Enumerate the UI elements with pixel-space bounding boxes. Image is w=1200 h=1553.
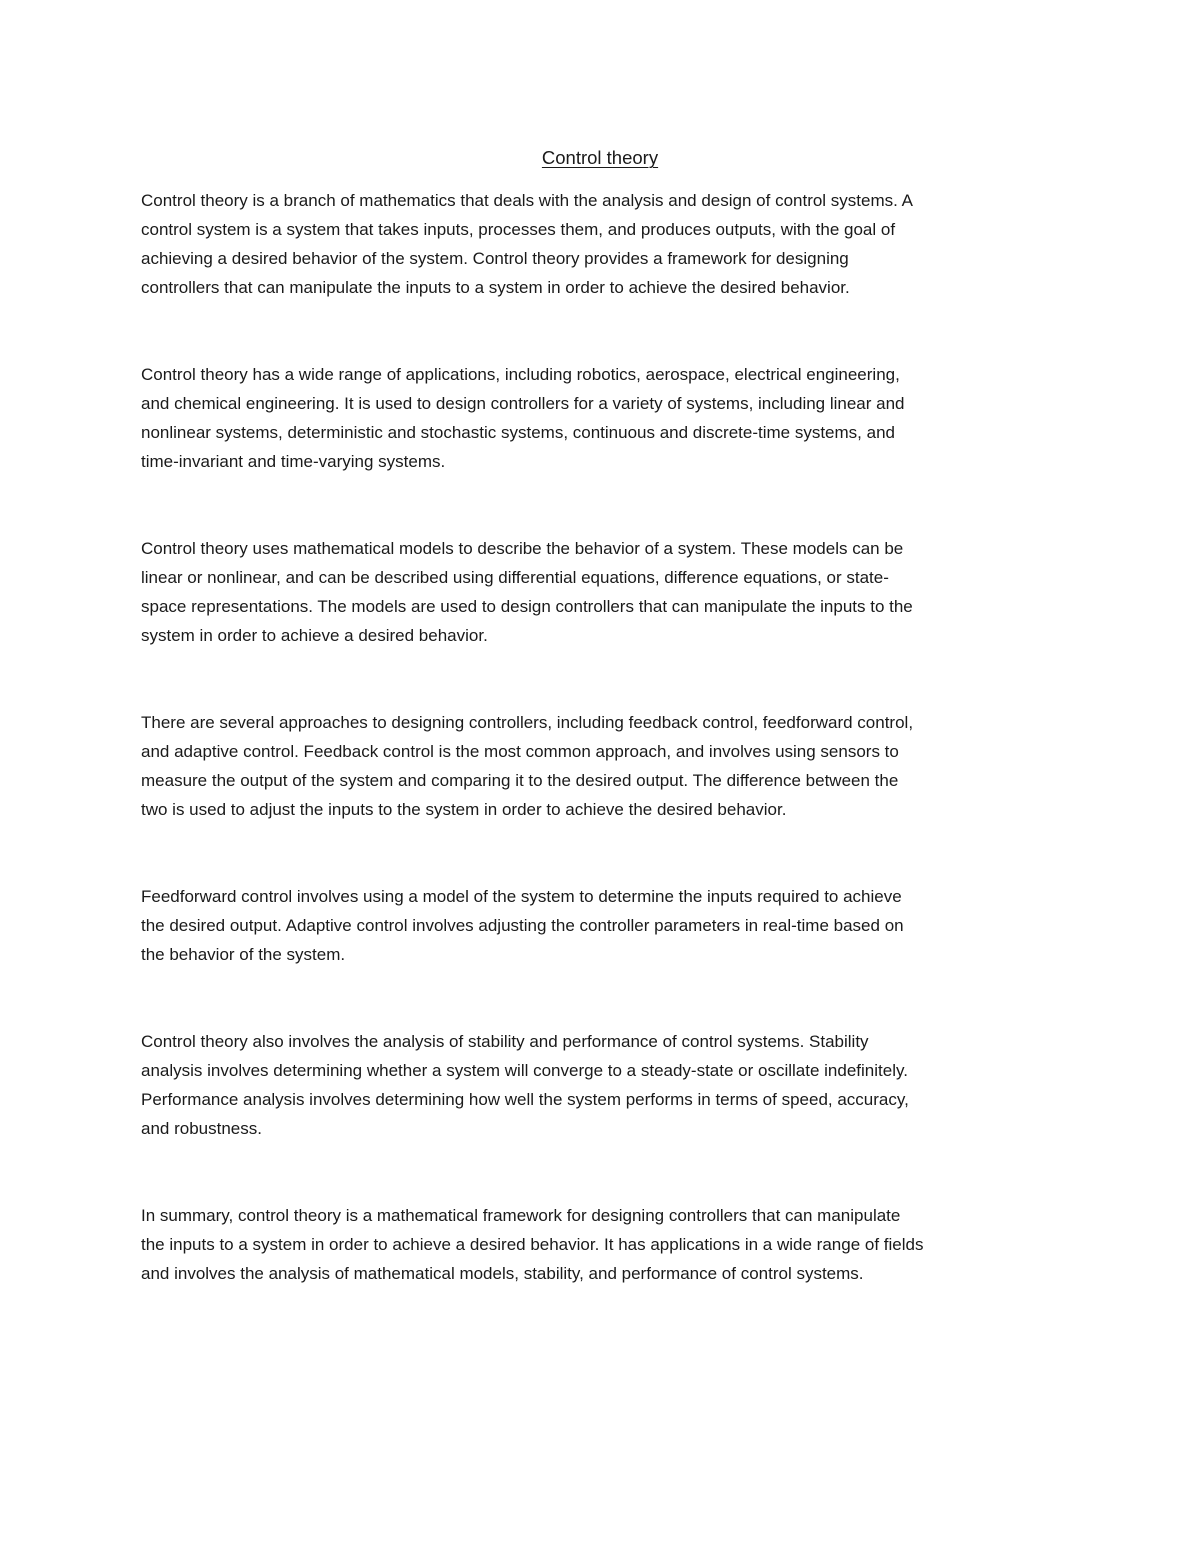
paragraph-line: Performance analysis involves determining how well the system performs in terms of speed, accuracy, bbox=[141, 1090, 909, 1109]
paragraph-intro bbox=[141, 186, 1059, 302]
paragraph-line: Control theory is a branch of mathematics that deals with the analysis and design of control systems. A bbox=[141, 191, 913, 210]
paragraph-line: There are several approaches to designing controllers, including feedback control, feedforward control, bbox=[141, 713, 914, 732]
paragraph-line: analysis involves determining whether a system will converge to a steady-state or oscillate indefinitely. bbox=[141, 1061, 908, 1080]
paragraph-line: and chemical engineering. It is used to design controllers for a variety of systems, including linear and bbox=[141, 394, 905, 413]
paragraph-line: measure the output of the system and comparing it to the desired output. The difference between the bbox=[141, 771, 899, 790]
paragraph-line: In summary, control theory is a mathematical framework for designing controllers that can manipulate bbox=[141, 1206, 901, 1225]
paragraph-models bbox=[141, 534, 1059, 650]
paragraph-line: and involves the analysis of mathematical models, stability, and performance of control systems. bbox=[141, 1264, 864, 1283]
paragraph-line: the desired output. Adaptive control involves adjusting the controller parameters in real-time based on bbox=[141, 916, 904, 935]
paragraph-line: Feedforward control involves using a model of the system to determine the inputs required to achieve bbox=[141, 887, 902, 906]
paragraph-line: achieving a desired behavior of the system. Control theory provides a framework for designing bbox=[141, 249, 849, 268]
paragraph-line: and robustness. bbox=[141, 1119, 262, 1138]
paragraph-stability bbox=[141, 1027, 1059, 1143]
paragraph-line: linear or nonlinear, and can be described using differential equations, difference equations, or state- bbox=[141, 568, 889, 587]
paragraph-line: controllers that can manipulate the inputs to a system in order to achieve the desired behavior. bbox=[141, 278, 850, 297]
paragraph-line: time-invariant and time-varying systems. bbox=[141, 452, 446, 471]
paragraph-approaches bbox=[141, 708, 1059, 824]
paragraph-line: the inputs to a system in order to achieve a desired behavior. It has applications in a wide range of fields bbox=[141, 1235, 924, 1254]
paragraph-line: Control theory uses mathematical models to describe the behavior of a system. These models can be bbox=[141, 539, 904, 558]
paragraph-line: and adaptive control. Feedback control is the most common approach, and involves using sensors to bbox=[141, 742, 899, 761]
document-body bbox=[141, 186, 1059, 1288]
paragraph-line: control system is a system that takes inputs, processes them, and produces outputs, with the goal of bbox=[141, 220, 896, 239]
paragraph-applications bbox=[141, 360, 1059, 476]
paragraph-feedforward bbox=[141, 882, 1059, 969]
paragraph-line: Control theory also involves the analysis of stability and performance of control systems. Stability bbox=[141, 1032, 869, 1051]
paragraph-line: Control theory has a wide range of applications, including robotics, aerospace, electrical engineering, bbox=[141, 365, 900, 384]
paragraph-line: space representations. The models are used to design controllers that can manipulate the inputs to the bbox=[141, 597, 913, 616]
paragraph-line: system in order to achieve a desired behavior. bbox=[141, 626, 488, 645]
paragraph-line: two is used to adjust the inputs to the system in order to achieve the desired behavior. bbox=[141, 800, 787, 819]
document-title: Control theory bbox=[541, 147, 659, 168]
paragraph-summary bbox=[141, 1201, 1059, 1288]
paragraph-line: nonlinear systems, deterministic and stochastic systems, continuous and discrete-time systems, and bbox=[141, 423, 895, 442]
paragraph-line: the behavior of the system. bbox=[141, 945, 346, 964]
